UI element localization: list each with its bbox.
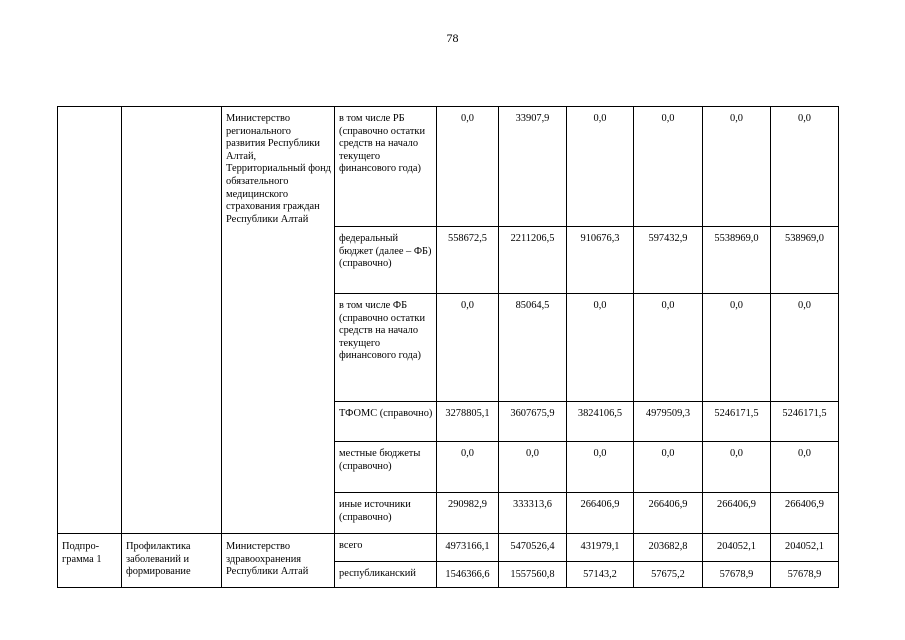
value-cell: 57675,2 (634, 562, 703, 588)
value-cell: 0,0 (499, 442, 567, 493)
value-cell: 57678,9 (703, 562, 771, 588)
value-cell: 266406,9 (567, 493, 634, 534)
value-cell: 558672,5 (437, 227, 499, 294)
responsible-cell: Министерство здравоохранения Республики Алтай (222, 534, 335, 588)
value-cell: 0,0 (703, 294, 771, 402)
value-cell: 597432,9 (634, 227, 703, 294)
value-cell: 910676,3 (567, 227, 634, 294)
status-cell (58, 107, 122, 534)
value-cell: 3607675,9 (499, 402, 567, 442)
source-label: федеральный бюджет (далее – ФБ) (справочно) (335, 227, 437, 294)
value-cell: 0,0 (634, 442, 703, 493)
value-cell: 0,0 (771, 294, 839, 402)
value-cell: 0,0 (771, 442, 839, 493)
value-cell: 204052,1 (771, 534, 839, 562)
source-label: в том числе РБ (справочно остатки средств на начало текущего финансового года) (335, 107, 437, 227)
table-row (58, 534, 839, 562)
value-cell: 3278805,1 (437, 402, 499, 442)
value-cell: 3824106,5 (567, 402, 634, 442)
value-cell: 57143,2 (567, 562, 634, 588)
value-cell: 266406,9 (703, 493, 771, 534)
value-cell: 5246171,5 (703, 402, 771, 442)
name-cell: Профилактика заболеваний и формирование (122, 534, 222, 588)
budget-table (57, 106, 839, 588)
source-label: всего (335, 534, 437, 562)
value-cell: 0,0 (437, 442, 499, 493)
value-cell: 0,0 (634, 107, 703, 227)
table-row (58, 107, 839, 227)
value-cell: 57678,9 (771, 562, 839, 588)
status-cell: Подпро-грамма 1 (58, 534, 122, 588)
value-cell: 266406,9 (771, 493, 839, 534)
value-cell: 0,0 (567, 107, 634, 227)
value-cell: 4979509,3 (634, 402, 703, 442)
source-label: в том числе ФБ (справочно остатки средств на начало текущего финансового года) (335, 294, 437, 402)
page-number: 78 (446, 31, 459, 45)
value-cell: 5246171,5 (771, 402, 839, 442)
value-cell: 0,0 (437, 294, 499, 402)
responsible-cell: Министерство регионального развития Республики Алтай, Территориальный фонд обязательного медицинского страхования граждан Республики Алтай (222, 107, 335, 534)
value-cell: 290982,9 (437, 493, 499, 534)
value-cell: 1557560,8 (499, 562, 567, 588)
value-cell: 266406,9 (634, 493, 703, 534)
value-cell: 0,0 (703, 442, 771, 493)
value-cell: 431979,1 (567, 534, 634, 562)
value-cell: 0,0 (567, 294, 634, 402)
value-cell: 0,0 (703, 107, 771, 227)
value-cell: 5470526,4 (499, 534, 567, 562)
value-cell: 204052,1 (703, 534, 771, 562)
source-label: иные источники (справочно) (335, 493, 437, 534)
value-cell: 4973166,1 (437, 534, 499, 562)
value-cell: 0,0 (771, 107, 839, 227)
value-cell: 0,0 (437, 107, 499, 227)
value-cell: 85064,5 (499, 294, 567, 402)
value-cell: 1546366,6 (437, 562, 499, 588)
value-cell: 0,0 (634, 294, 703, 402)
value-cell: 2211206,5 (499, 227, 567, 294)
value-cell: 538969,0 (771, 227, 839, 294)
value-cell: 0,0 (567, 442, 634, 493)
source-label: ТФОМС (справочно) (335, 402, 437, 442)
value-cell: 203682,8 (634, 534, 703, 562)
value-cell: 33907,9 (499, 107, 567, 227)
value-cell: 5538969,0 (703, 227, 771, 294)
value-cell: 333313,6 (499, 493, 567, 534)
source-label: республиканский (335, 562, 437, 588)
source-label: местные бюджеты (справочно) (335, 442, 437, 493)
name-cell (122, 107, 222, 534)
